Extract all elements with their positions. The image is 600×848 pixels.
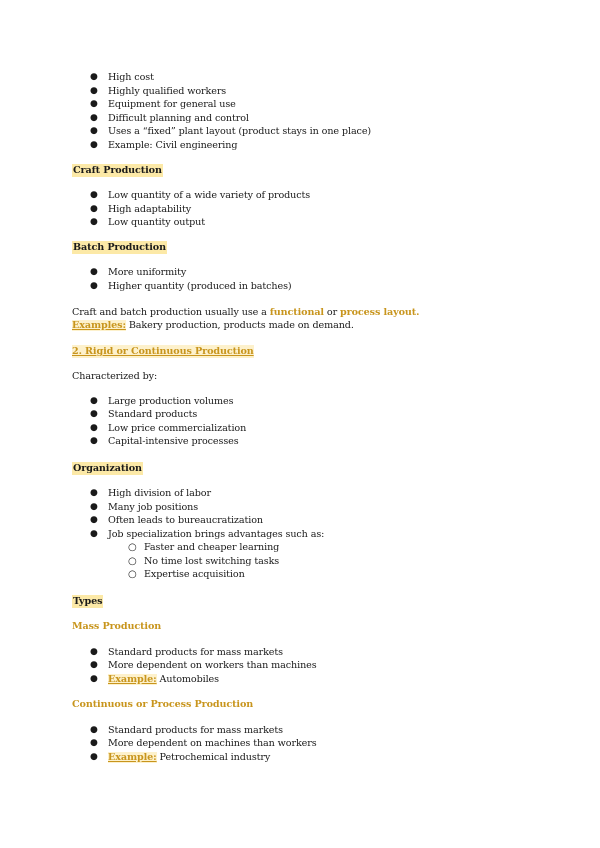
bullet-icon: ● — [90, 99, 98, 109]
list-item: Capital-intensive processes — [108, 436, 239, 447]
bullet-icon: ● — [90, 409, 98, 419]
bullet-icon: ● — [90, 396, 98, 406]
list-item: Standard products for mass markets — [108, 647, 283, 658]
bullet-icon: ● — [90, 502, 98, 512]
example-text: Petrochemical industry — [156, 752, 271, 763]
bullet-icon: ● — [90, 140, 98, 150]
list-item: More dependent on machines than workers — [108, 738, 317, 749]
bullet-icon: ● — [90, 660, 98, 670]
bullet-icon: ● — [90, 72, 98, 82]
examples-label: Examples: — [72, 320, 126, 331]
organization-heading: Organization — [73, 463, 142, 474]
bullet-icon: ● — [90, 529, 98, 539]
example-label: Example: — [108, 752, 157, 763]
sub-bullet-icon: ○ — [128, 569, 137, 580]
bullet-icon: ● — [90, 674, 98, 684]
list-item: High cost — [108, 72, 154, 83]
bullet-icon: ● — [90, 738, 98, 748]
list-item: Many job positions — [108, 502, 199, 513]
list-item: Large production volumes — [108, 396, 234, 407]
bullet-icon: ● — [90, 281, 98, 291]
example-line — [108, 673, 219, 686]
bullet-icon: ● — [90, 86, 98, 96]
bullet-icon: ● — [90, 190, 98, 200]
craft-heading: Craft Production — [73, 165, 162, 176]
functional-term: functional — [269, 307, 324, 318]
list-item: High adaptability — [108, 204, 192, 215]
list-item: Often leads to bureaucratization — [108, 515, 263, 526]
continuous-production-heading: Continuous or Process Production — [72, 699, 254, 710]
sub-list-item: No time lost switching tasks — [144, 556, 280, 567]
bullet-icon: ● — [90, 217, 98, 227]
examples-line — [72, 319, 354, 332]
list-item: More dependent on workers than machines — [108, 660, 317, 671]
example-label: Example: — [108, 674, 157, 685]
bullet-icon: ● — [90, 204, 98, 214]
bullet-icon: ● — [90, 752, 98, 762]
list-item: Job specialization brings advantages such as: — [108, 529, 325, 540]
sub-list-item: Faster and cheaper learning — [144, 542, 280, 553]
examples-text: Bakery production, products made on demand. — [125, 320, 354, 331]
batch-heading: Batch Production — [73, 242, 166, 253]
sub-list-item: Expertise acquisition — [144, 569, 245, 580]
paragraph-text: Craft and batch production usually use a — [72, 307, 270, 318]
list-item: Equipment for general use — [108, 99, 236, 110]
bullet-icon: ● — [90, 423, 98, 433]
process-layout-term: process layout. — [340, 307, 420, 318]
sub-bullet-icon: ○ — [128, 556, 137, 567]
bullet-icon: ● — [90, 113, 98, 123]
list-item: Example: Civil engineering — [108, 140, 238, 151]
mass-production-heading: Mass Production — [72, 621, 162, 632]
list-item: Difficult planning and control — [108, 113, 249, 124]
bullet-icon: ● — [90, 267, 98, 277]
section-title: 2. Rigid or Continuous Production — [72, 346, 254, 357]
list-item: Standard products — [108, 409, 198, 420]
paragraph-text: or — [323, 307, 341, 318]
layout-paragraph — [72, 306, 419, 319]
list-item: Low quantity of a wide variety of products — [108, 190, 311, 201]
bullet-icon: ● — [90, 488, 98, 498]
list-item: More uniformity — [108, 267, 187, 278]
list-item: Low quantity output — [108, 217, 205, 228]
list-item: Low price commercialization — [108, 423, 247, 434]
section-intro: Characterized by: — [72, 371, 158, 382]
example-text: Automobiles — [156, 674, 219, 685]
list-item: Uses a “fixed” plant layout (product stays in one place) — [108, 126, 372, 137]
list-item: Higher quantity (produced in batches) — [108, 281, 292, 292]
types-heading: Types — [73, 596, 103, 607]
sub-bullet-icon: ○ — [128, 542, 137, 553]
bullet-icon: ● — [90, 515, 98, 525]
list-item: Highly qualified workers — [108, 86, 227, 97]
bullet-icon: ● — [90, 126, 98, 136]
bullet-icon: ● — [90, 436, 98, 446]
list-item: Standard products for mass markets — [108, 725, 283, 736]
example-line — [108, 751, 270, 764]
list-item: High division of labor — [108, 488, 211, 499]
bullet-icon: ● — [90, 647, 98, 657]
bullet-icon: ● — [90, 725, 98, 735]
